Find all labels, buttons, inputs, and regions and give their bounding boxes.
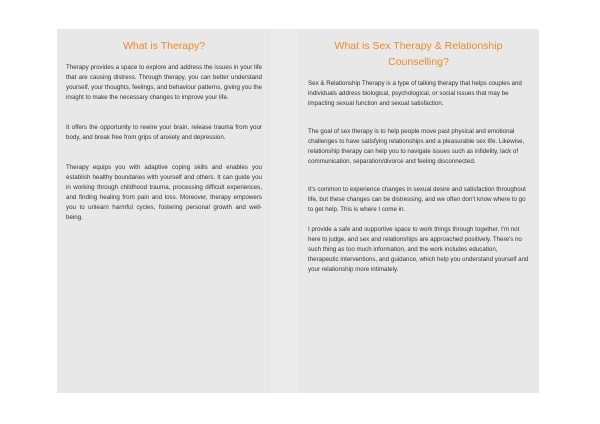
sex-therapy-paragraph-4: I provide a safe and supportive space to work things through together. I'm not here to judge, and sex and relationships are approached positively. There's no such thing as too much information, and the work includes education, therapeutic interventions, and guidance, which help you understand yourself and your relationship more intimately. [308,226,529,273]
sex-therapy-paragraph-1: Sex & Relationship Therapy is a type of talking therapy that helps couples and individuals address biological, psychological, or social issues that may be impacting sexual function and sexual satisfaction. [308,80,522,107]
sex-therapy-heading: What is Sex Therapy & Relationship Counselling? [334,40,503,68]
therapy-paragraph-1: Therapy provides a space to explore and address the issues in your life that are causing distress. Through therapy, you can better understand yourself, your thoughts, feelings, and behaviour patterns, giving you the insight to make the necessary changes to improve your life. [66,64,262,101]
therapy-paragraph-3: Therapy equips you with adaptive coping skills and enables you establish healthy boundaries with yourself and others. It can guide you in working through childhood trauma, processing difficult experiences, and finding healing from pain and loss. Moreover, therapy empowers you to unlearn harmful cycles, fostering personal growth and well-being. [66,164,262,221]
sex-therapy-panel [299,29,539,393]
what-is-therapy-panel [57,29,271,393]
sex-therapy-paragraph-2: The goal of sex therapy is to help people move past physical and emotional challenges to have satisfying relationships and a pleasurable sex life. Likewise, relationship therapy can help you to navigate issues such as infidelity, lack of communication, separation/divorce and feeling disconnected. [308,128,525,165]
sex-therapy-paragraph-3: It's common to experience changes in sexual desire and satisfaction throughout life, but these changes can be distressing, and we often don't know where to go to get help. This is where I come in. [308,186,526,213]
column-divider [271,29,299,393]
what-is-therapy-heading: What is Therapy? [122,40,206,52]
therapy-paragraph-2: It offers the opportunity to rewire your brain, release trauma from your body, and break free from grips of anxiety and depression. [66,124,262,141]
